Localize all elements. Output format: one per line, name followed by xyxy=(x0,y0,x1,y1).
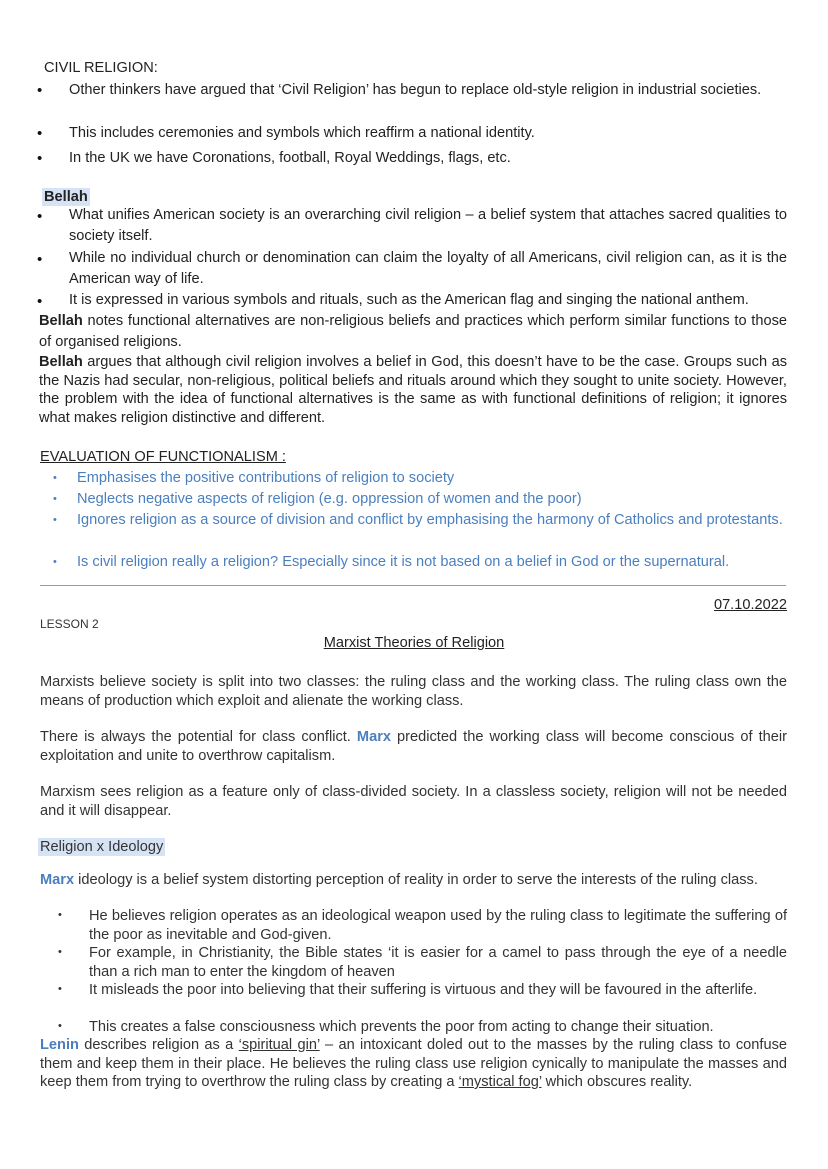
list-item: It is expressed in various symbols and rituals, such as the American flag and singing the national anthem. xyxy=(69,292,749,308)
section-divider xyxy=(40,585,786,586)
bullet-icon: • xyxy=(53,514,57,526)
list-item: It misleads the poor into believing that their suffering is virtuous and they will be favoured in the afterlife. xyxy=(89,982,758,998)
bullet-icon: • xyxy=(37,125,43,142)
bullet-icon: • xyxy=(58,983,62,995)
paragraph: Marx ideology is a belief system distorting perception of reality in order to serve the interests of the ruling class. xyxy=(40,872,758,888)
list-item: This includes ceremonies and symbols which reaffirm a national identity. xyxy=(69,125,535,141)
list-item: What unifies American society is an overarching civil religion – a belief system that attaches sacred qualities to society itself. xyxy=(69,207,787,244)
paragraph: Bellah argues that although civil religion involves a belief in God, this doesn’t have to be the case. Groups such as the Nazis had secular, non-religious, political beliefs and rituals around which they sought to unite society. However, the problem with the idea of functional alternatives is the same as with functional definitions of religion; it ignores what makes religion distinctive and different. xyxy=(39,354,787,426)
list-item: While no individual church or denomination can claim the loyalty of all Americans, civil religion can, as it is the American way of life. xyxy=(69,250,787,287)
bullet-icon: • xyxy=(37,208,43,225)
section-heading-evaluation: EVALUATION OF FUNCTIONALISM : xyxy=(40,449,286,465)
page-title: Marxist Theories of Religion xyxy=(323,635,505,651)
section-heading-bellah: Bellah xyxy=(44,189,88,205)
list-item: In the UK we have Coronations, football, Royal Weddings, flags, etc. xyxy=(69,150,511,166)
list-item: This creates a false consciousness which prevents the poor from acting to change their situation. xyxy=(89,1019,714,1035)
list-item: Is civil religion really a religion? Especially since it is not based on a belief in God or the supernatural. xyxy=(77,554,730,570)
paragraph: There is always the potential for class conflict. Marx predicted the working class will become conscious of their exploitation and unite to overthrow capitalism. xyxy=(40,729,787,764)
lesson-date: 07.10.2022 xyxy=(713,597,787,613)
bullet-icon: • xyxy=(53,556,57,568)
section-heading-civil-religion: CIVIL RELIGION: xyxy=(44,60,158,76)
bullet-icon: • xyxy=(53,472,57,484)
bullet-icon: • xyxy=(37,251,43,268)
bullet-icon: • xyxy=(37,150,43,167)
bullet-icon: • xyxy=(58,1020,62,1032)
list-item: Neglects negative aspects of religion (e.g. oppression of women and the poor) xyxy=(77,491,582,507)
bullet-icon: • xyxy=(58,946,62,958)
list-item: For example, in Christianity, the Bible states ‘it is easier for a camel to pass through the eye of a needle than a rich man to enter the kingdom of heaven xyxy=(89,945,787,980)
bullet-icon: • xyxy=(37,82,43,99)
paragraph: Marxism sees religion as a feature only of class-divided society. In a classless society, religion will not be needed and it will disappear. xyxy=(40,784,787,819)
list-item: Ignores religion as a source of division and conflict by emphasising the harmony of Catholics and protestants. xyxy=(77,512,783,528)
list-item: Emphasises the positive contributions of religion to society xyxy=(77,470,455,486)
paragraph: Lenin describes religion as a ‘spiritual gin’ – an intoxicant doled out to the masses by the ruling class to confuse them and keep them in their place. He believes the ruling class use religion cynically to manipulate the masses and keep them from trying to overthrow the ruling class by creating a ‘mystical fog’ which obscures reality. xyxy=(40,1037,787,1090)
lesson-label: LESSON 2 xyxy=(40,617,99,631)
list-item: He believes religion operates as an ideological weapon used by the ruling class to legitimate the suffering of the poor as inevitable and God-given. xyxy=(89,908,787,943)
paragraph: Bellah notes functional alternatives are non-religious beliefs and practices which perform similar functions to those of organised religions. xyxy=(39,313,787,350)
bullet-icon: • xyxy=(53,493,57,505)
list-item: Other thinkers have argued that ‘Civil Religion’ has begun to replace old-style religion in industrial societies. xyxy=(69,82,762,98)
subheading-religion-ideology: Religion x Ideology xyxy=(40,839,164,855)
paragraph: Marxists believe society is split into two classes: the ruling class and the working class. The ruling class own the means of production which exploit and alienate the working class. xyxy=(40,674,787,709)
bullet-icon: • xyxy=(37,293,43,310)
bullet-icon: • xyxy=(58,909,62,921)
